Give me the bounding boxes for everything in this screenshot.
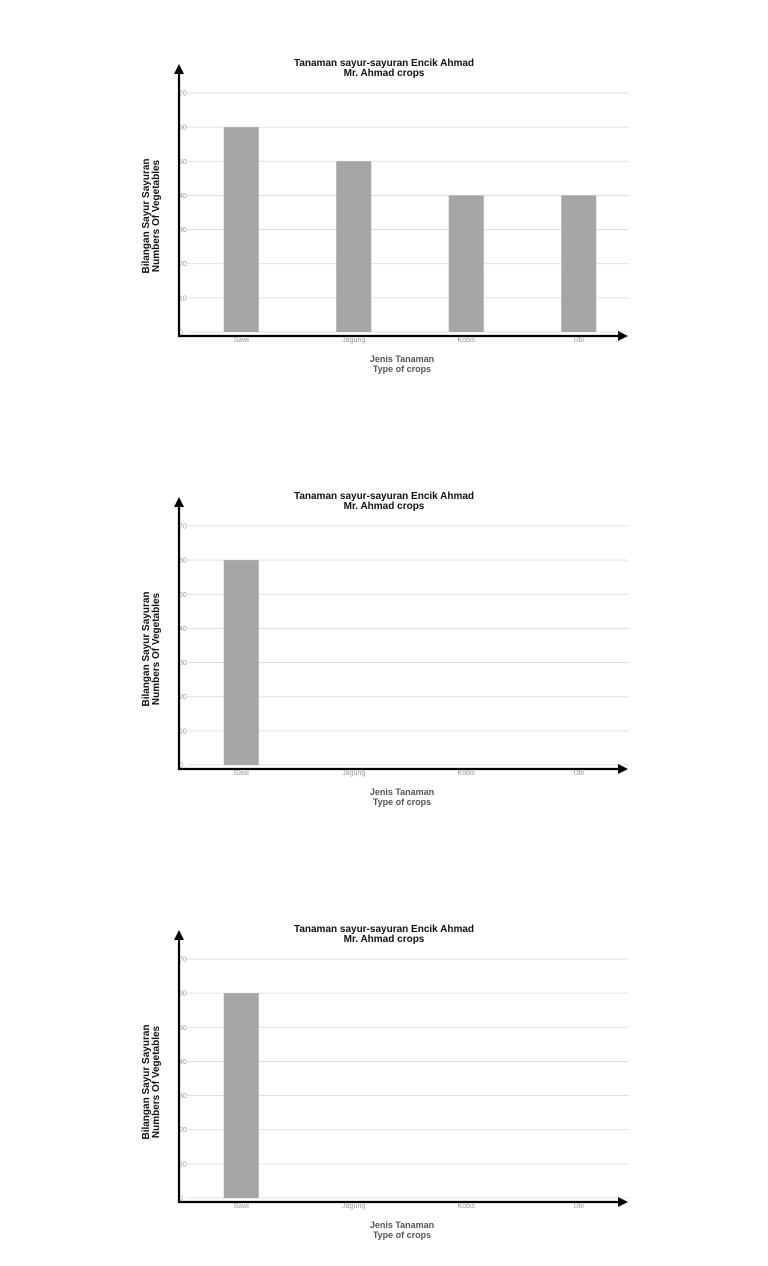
y-tick-label: 40 (179, 625, 187, 633)
x-axis-arrow (618, 764, 628, 774)
chart-title: Tanaman sayur-sayuran Encik Ahmad (293, 58, 475, 69)
y-axis-label-en: Numbers Of Vegetables (151, 1025, 162, 1139)
x-tick-label: Kobis (457, 1203, 476, 1210)
chart-3 (0, 866, 768, 1266)
x-tick-label: Jagung (342, 337, 366, 344)
y-tick-label: 30 (179, 1093, 187, 1101)
x-tick-label: Sawi (233, 1203, 249, 1210)
y-tick-label: 30 (179, 660, 187, 668)
y-axis-label: Bilangan Sayur Sayuran (141, 1024, 152, 1140)
chart-subtitle: Mr. Ahmad crops (343, 934, 425, 945)
chart-title: Tanaman sayur-sayuran Encik Ahmad (293, 924, 475, 935)
x-tick-label: Jagung (342, 1203, 366, 1210)
y-axis-arrow (174, 497, 184, 507)
y-tick-label: 30 (179, 227, 187, 235)
y-tick-label: 50 (179, 1024, 187, 1032)
y-tick-label: 70 (179, 523, 187, 531)
y-tick-label: 20 (179, 261, 187, 269)
y-axis-label: Bilangan Sayur Sayuran (141, 591, 152, 707)
y-tick-label: 0 (179, 762, 183, 770)
x-tick-label: Ubi (573, 1203, 585, 1210)
bar-sawi (224, 560, 259, 765)
y-tick-label: 40 (179, 192, 187, 200)
chart-2 (0, 433, 768, 833)
x-axis-label: Jenis Tanaman (369, 354, 435, 364)
y-tick-label: 70 (179, 956, 187, 964)
x-tick-label: Jagung (342, 770, 366, 777)
chart-title: Tanaman sayur-sayuran Encik Ahmad (293, 491, 475, 502)
x-axis-arrow (618, 331, 628, 341)
chart-1 (0, 0, 768, 400)
bar-kobis (449, 195, 484, 332)
x-axis-label-en: Type of crops (372, 364, 432, 374)
y-tick-label: 10 (179, 1161, 187, 1169)
y-tick-label: 0 (179, 1195, 183, 1203)
y-tick-label: 60 (179, 557, 187, 565)
chart-subtitle: Mr. Ahmad crops (343, 501, 425, 512)
y-tick-label: 60 (179, 990, 187, 998)
y-axis-label-en: Numbers Of Vegetables (151, 592, 162, 706)
y-tick-label: 50 (179, 591, 187, 599)
y-axis-label-en: Numbers Of Vegetables (151, 159, 162, 273)
y-tick-label: 10 (179, 295, 187, 303)
x-tick-label: Ubi (573, 770, 585, 777)
x-axis-label: Jenis Tanaman (369, 1220, 435, 1230)
y-tick-label: 50 (179, 158, 187, 166)
x-tick-label: Ubi (573, 337, 585, 344)
x-axis-arrow (618, 1197, 628, 1207)
x-axis-label: Jenis Tanaman (369, 787, 435, 797)
y-tick-label: 70 (179, 90, 187, 98)
y-tick-label: 10 (179, 728, 187, 736)
bar-jagung (336, 161, 371, 332)
y-axis-arrow (174, 64, 184, 74)
y-tick-label: 20 (179, 1127, 187, 1135)
x-axis-label-en: Type of crops (372, 1230, 432, 1240)
y-tick-label: 40 (179, 1058, 187, 1066)
chart-subtitle: Mr. Ahmad crops (343, 68, 425, 79)
x-tick-label: Kobis (457, 337, 476, 344)
bar-sawi (224, 127, 259, 332)
y-tick-label: 60 (179, 124, 187, 132)
y-tick-label: 20 (179, 694, 187, 702)
y-axis-label: Bilangan Sayur Sayuran (141, 158, 152, 274)
y-axis-arrow (174, 930, 184, 940)
y-tick-label: 0 (179, 329, 183, 337)
x-tick-label: Kobis (457, 770, 476, 777)
bar-ubi (561, 195, 596, 332)
x-axis-label-en: Type of crops (372, 797, 432, 807)
x-tick-label: Sawi (233, 770, 249, 777)
x-tick-label: Sawi (233, 337, 249, 344)
